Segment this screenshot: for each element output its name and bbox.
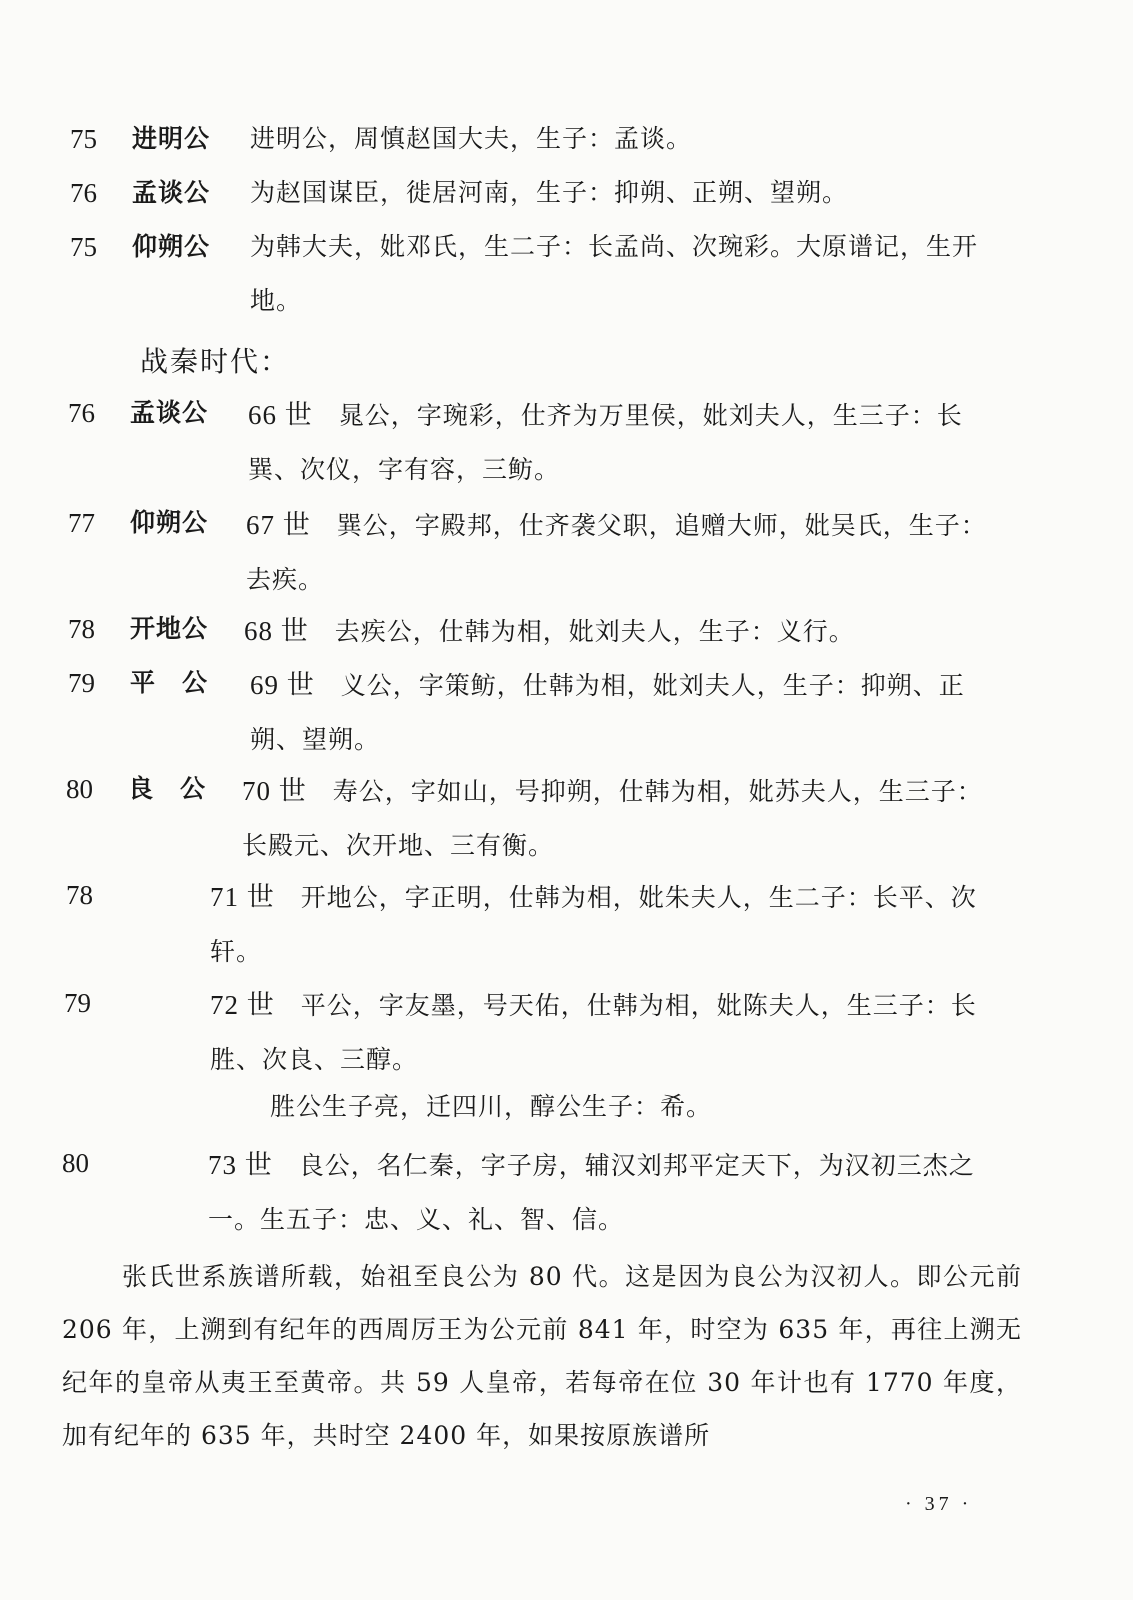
- entry-number: 80: [66, 774, 93, 804]
- generation-label: 70 世: [242, 776, 307, 806]
- entry-text: 为韩大夫，妣邓氏，生二子：长孟尚、次琬彩。大原谱记，生开地。: [250, 232, 979, 315]
- entry-body: 平公，字友墨，号天佑，仕韩为相，妣陈夫人，生三子：长胜、次良、三醇。: [210, 991, 977, 1074]
- entry-number: 75: [70, 232, 97, 262]
- generation-label: 71 世: [210, 882, 275, 912]
- entry-name: 进明公: [132, 124, 211, 153]
- entry-name: 仰朔公: [132, 232, 211, 261]
- generation-label: 66 世: [248, 400, 313, 430]
- entry-text: 为赵国谋臣，徙居河南，生子：抑朔、正朔、望朔。: [250, 178, 849, 207]
- entry-body: 巽公，字殿邦，仕齐袭父职，追赠大师，妣吴氏，生子：去疾。: [246, 511, 987, 594]
- entry-text: [242, 764, 1008, 873]
- entry-text: [246, 498, 1006, 607]
- entry-body: 寿公，字如山，号抑朔，仕韩为相，妣苏夫人，生三子：长殿元、次开地、三有衡。: [242, 777, 983, 860]
- entry-text: [250, 658, 1010, 767]
- entry-number: 79: [68, 668, 95, 698]
- generation-label: 73 世: [208, 1150, 273, 1180]
- entry-number: 80: [62, 1148, 89, 1178]
- entry-name: 仰朔公: [130, 508, 209, 537]
- entry-text: [210, 978, 1010, 1087]
- entry-number: 77: [68, 508, 95, 538]
- entry-body: 良公，名仁秦，字子房，辅汉刘邦平定天下，为汉初三杰之一。生五子：忠、义、礼、智、信。: [208, 1151, 975, 1234]
- note-line: 胜公生子亮，迁四川，醇公生子：希。: [270, 1092, 713, 1121]
- entry-number: 75: [70, 124, 97, 154]
- generation-label: 67 世: [246, 510, 311, 540]
- entry-name: 孟谈公: [132, 178, 211, 207]
- entry-body: 晁公，字琬彩，仕齐为万里侯，妣刘夫人，生三子：长巽、次仪，字有容，三鲂。: [248, 401, 963, 484]
- entry-name: 平 公: [130, 668, 209, 697]
- generation-label: 72 世: [210, 990, 275, 1020]
- entry-number: 78: [66, 880, 93, 910]
- entry-number: 76: [70, 178, 97, 208]
- entry-body: 义公，字策鲂，仕韩为相，妣刘夫人，生子：抑朔、正朔、望朔。: [250, 671, 965, 754]
- body-paragraph: 张氏世系族谱所载，始祖至良公为 80 代。这是因为良公为汉初人。即公元前 206 年，上溯到有纪年的西周厉王为公元前 841 年，时空为 635 年，再往上溯无纪年的皇帝从夷王至黄帝。共 59 人皇帝，若每帝在位 30 年计也有 1770 年度，加有纪年的 635 年，共时空 2400 年，如果按原族谱所: [62, 1262, 1022, 1450]
- entry-number: 78: [68, 614, 95, 644]
- entry-text: [208, 1138, 1008, 1247]
- entry-text: [244, 604, 1004, 659]
- entry-body: 开地公，字正明，仕韩为相，妣朱夫人，生二子：长平、次轩。: [210, 883, 977, 966]
- generation-label: 69 世: [250, 670, 315, 700]
- section-title: 战秦时代：: [140, 345, 291, 378]
- entry-number: 79: [64, 988, 91, 1018]
- entry-name: 良 公: [128, 774, 207, 803]
- entry-text: [248, 388, 1008, 497]
- entry-text: 进明公，周慎赵国大夫，生子：孟谈。: [250, 124, 693, 153]
- page-number: · 37 ·: [905, 1493, 973, 1515]
- generation-label: 68 世: [244, 616, 309, 646]
- entry-body: 去疾公，仕韩为相，妣刘夫人，生子：义行。: [334, 617, 855, 646]
- entry-text: [210, 870, 1010, 979]
- entry-name: 开地公: [130, 614, 209, 643]
- entry-name: 孟谈公: [130, 398, 209, 427]
- entry-number: 76: [68, 398, 95, 428]
